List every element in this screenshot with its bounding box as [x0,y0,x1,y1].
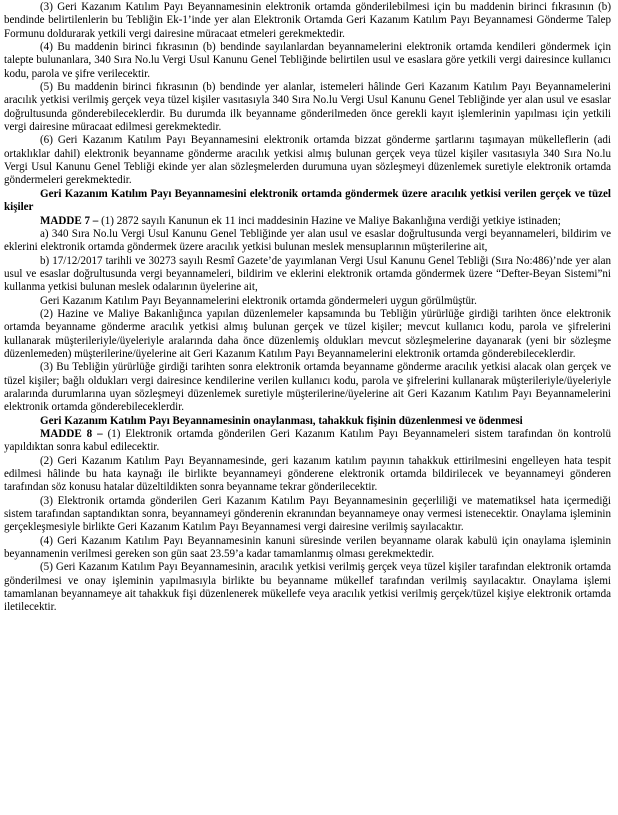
paragraph-6-5: (5) Bu maddenin birinci fıkrasının (b) bendinde yer alanlar, istemeleri hâlinde Geri Kazanım Katılım Payı Beyannamelerini aracılık yetkisi verilmiş gerçek veya tüzel kişiler vasıtasıyla 340 Sıra No.lu Vergi Usul Kanunu Genel Tebliğinde yer alan usul ve esaslar doğrultusunda gönderebileceklerdir. Bu durumda ilk beyanname gönderilmeden önce gerekli kayıt işlemlerinin yapılması için yetkili vergi dairesine müracaat edilmesi gerekmektedir. [4,81,611,134]
article-8-heading: Geri Kazanım Katılım Payı Beyannamesinin onaylanması, tahakkuk fişinin düzenlenmesi ve ödenmesi [40,414,523,427]
paragraph-6-6: (6) Geri Kazanım Katılım Payı Beyannamesini elektronik ortamda bizzat gönderme şartlarını taşımayan mükelleflerin (adi ortaklıklar dahil) elektronik beyanname gönderme aracılık yetkisi almış bulunan gerçek veya tüzel kişiler vasıtasıyla 340 Sıra No.lu Vergi Usul Kanunu Genel Tebliği ekinde yer alan sözleşmelerden durumuna uyan sözleşmeyi düzenlemek suretiyle elektronik ortamda göndermeleri gerekmektedir. [4,134,611,187]
paragraph-6-3: (3) Geri Kazanım Katılım Payı Beyannamesinin elektronik ortamda gönderilebilmesi için bu maddenin birinci fıkrasının (b) bendinde belirtilenlerin bu Tebliğin Ek-1’inde yer alan Elektronik Ortamda Geri Kazanım Katılım Payı Beyannamesi Gönderme Talep Formunu doldurarak yetkili vergi dairesine müracaat etmeleri gerekmektedir. [4,1,611,40]
article-7-item-b: b) 17/12/2017 tarihli ve 30273 sayılı Resmî Gazete’de yayımlanan Vergi Usul Kanunu Genel Tebliği (Sıra No:486)’nde yer alan usul ve esaslar doğrultusunda vergi beyannameleri, bildirim ve eklerini elektronik ortamda göndermek üzere “Defter-Beyan Sistemi”ni kullanma yetkisi bulunan meslek odalarının üyelerine ait, [4,254,611,294]
article-8-label: MADDE 8 – [40,428,103,440]
article-8-paragraph-3: (3) Elektronik ortamda gönderilen Geri Kazanım Katılım Payı Beyannamesinin geçerliliği ve matematiksel hata içermediği sistem tarafından saptandıktan sonra, beyannameyi gönderenin ekranından beyannameye onay vermesi istenecektir. Onaylama işleminin gerçekleşmesiyle birlikte Geri Kazanım Katılım Payı Beyannamesi vergi dairesine verilmiş sayılacaktır. [4,494,611,534]
article-7-label: MADDE 7 – [40,214,99,227]
article-7-paragraph-1-text: (1) 2872 sayılı Kanunun ek 11 inci maddesinin Hazine ve Maliye Bakanlığına verdiği yetkiye istinaden; [98,214,561,227]
article-8-paragraph-5: (5) Geri Kazanım Katılım Payı Beyannamesinin, aracılık yetkisi verilmiş gerçek veya tüzel kişiler tarafından elektronik ortamda gönderilmesi ve onay işleminin yapılmasıyla birlikte bu beyanname mükellef tarafından verilmiş sayılacaktır. Onaylama işlemi tamamlanan beyannameye ait tahakkuk fişi düzenlenerek mükellefe veya aracılık yetkisi verilmiş gerçek/tüzel kişiye elektronik ortamda iletilecektir. [4,561,611,614]
article-8-paragraph-4: (4) Geri Kazanım Katılım Payı Beyannamesinin kanuni süresinde verilen beyanname olarak kabulü için onaylama işleminin beyannamenin verilmesi gereken son gün saat 23.59’a kadar tamamlanmış olması gerekmektedir. [4,534,611,561]
article-7-paragraph-2: (2) Hazine ve Maliye Bakanlığınca yapılan düzenlemeler kapsamında bu Tebliğin yürürlüğe girdiği tarihten önce elektronik ortamda beyanname gönderme aracılık yetkisi almış bulunan gerçek ve tüzel kişiler; mevcut kullanıcı kodu, parola ve şifrelerini kullanarak müşterileriyle/üyeleriyle aralarında daha önce düzenlemiş oldukları mevcut sözleşmelerine dayanarak (yeni bir sözleşme düzenlemeden) müşterilerine/üyelerine ait Geri Kazanım Katılım Payı Beyannamelerini elektronik ortamda gönderebileceklerdir. [4,307,611,360]
article-8-paragraph-2: (2) Geri Kazanım Katılım Payı Beyannamesinde, geri kazanım katılım payının tahakkuk ettirilmesini engelleyen hata tespit edilmesi hâlinde bu hata kaynağı ile birlikte beyannameyi gönderene elektronik ortamda bildirilecek ve beyannameyi gönderen tarafından söz konusu hatalar düzeltildikten sonra beyanname tekrar gönderilecektir. [4,454,611,494]
article-7-paragraph-3: (3) Bu Tebliğin yürürlüğe girdiği tarihten sonra elektronik ortamda beyanname gönderme aracılık yetkisi alacak olan gerçek ve tüzel kişiler; bağlı oldukları vergi dairesince kendilerine verilen kullanıcı kodu, parola ve şifrelerini kullanarak müşterileriyle/üyeleriyle aralarında durumlarına uyan sözleşmeyi düzenlemek suretiyle müşterilerine/üyelerine ait Geri Kazanım Katılım Payı Beyannamelerini elektronik ortamda gönderebileceklerdir. [4,361,611,414]
article-7-conclusion: Geri Kazanım Katılım Payı Beyannamelerini elektronik ortamda göndermeleri uygun görülmüştür. [40,294,477,307]
article-7-paragraph-1 [4,215,611,228]
article-8-paragraph-1 [4,428,611,455]
article-7-item-a: a) 340 Sıra No.lu Vergi Usul Kanunu Genel Tebliğinde yer alan usul ve esaslar doğrultusunda vergi beyannameleri, bildirim ve eklerini elektronik ortamda göndermek üzere aracılık yetkisi bulunan meslek mensuplarının müşterilerine ait, [4,227,611,254]
article-8-paragraph-1-text: (1) Elektronik ortamda gönderilen Geri Kazanım Katılım Payı Beyannameleri sistem tarafından ön kontrolü yapıldıktan sonra kabul edilecektir. [4,428,611,454]
paragraph-6-4: (4) Bu maddenin birinci fıkrasının (b) bendinde sayılanlardan beyannamelerini elektronik ortamda kendileri göndermek için talepte bulunanlara, 340 Sıra No.lu Vergi Usul Kanunu Genel Tebliğinde belirtilen usul ve esaslara göre yetkili vergi dairesince kullanıcı kodu, parola ve şifre verilecektir. [4,41,611,80]
article-7-heading: Geri Kazanım Katılım Payı Beyannamesini elektronik ortamda göndermek üzere aracılık yetkisi verilen gerçek ve tüzel kişiler [4,187,611,214]
